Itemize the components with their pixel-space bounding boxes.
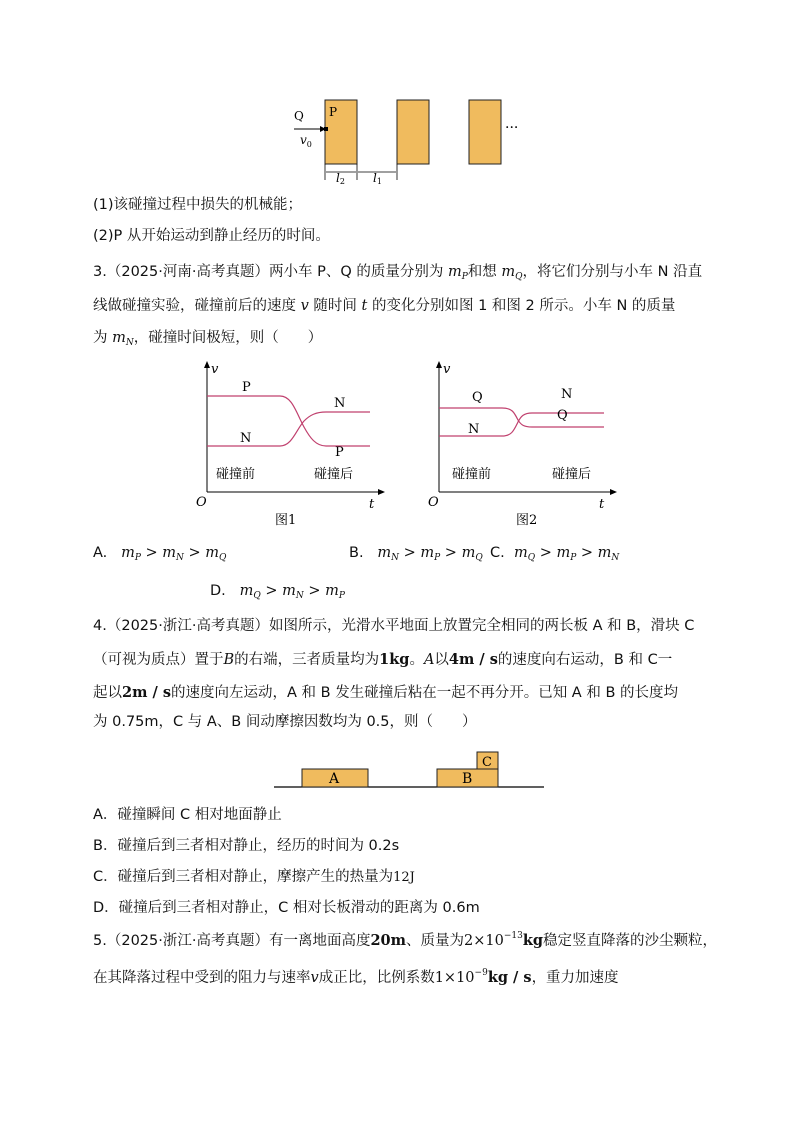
option-c-label: C.	[490, 545, 505, 561]
fig2-n-before: N	[468, 422, 480, 437]
fig1-caption: 图1	[275, 513, 297, 528]
q4-line1	[93, 616, 694, 636]
fig1-origin: O	[196, 495, 207, 510]
blocks-figure	[280, 92, 540, 184]
q3-text-2a: 线做碰撞实验，碰撞前后的速度	[93, 298, 296, 314]
label-l1: l1	[373, 171, 382, 184]
q3-text-2b: 随时间	[313, 298, 357, 314]
fig1-curve-p	[207, 396, 370, 446]
fig2-caption: 图2	[516, 513, 538, 528]
q3-option-c: C. $m_Q > m_P > m_N$	[490, 545, 620, 563]
ellipsis: ···	[505, 120, 519, 136]
board-a-label: A	[329, 771, 340, 787]
fig1-curve-n	[207, 412, 370, 446]
q3-option-b: B. $m_N > m_P > m_Q$	[349, 545, 483, 563]
q3-line2	[93, 296, 675, 316]
m-p: $m_P$	[447, 264, 468, 282]
q3-line3	[93, 328, 322, 350]
label-v0: $v_0$	[300, 133, 312, 149]
fig2-before: 碰撞前	[452, 467, 492, 482]
q5-line1: 5.（2025·浙江·高考真题）有一离地面高度20m、质量为$2\times 10^{-13}kg$稳定竖直降落的沙尘颗粒，	[93, 931, 718, 949]
q2-sub2: (2)P 从开始运动到静止经历的时间。	[93, 228, 330, 244]
q3-option-d: D. $m_Q > m_N > m_P$	[210, 583, 345, 601]
option-a-label: A.	[93, 545, 108, 561]
q4-option-a: A．碰撞瞬间 C 相对地面静止	[93, 807, 282, 823]
fig2-v-label: v	[443, 362, 451, 377]
q5-source: （2025·浙江·高考真题）	[106, 933, 269, 949]
option-b-label: B.	[349, 545, 364, 561]
q4-option-b: B．碰撞后到三者相对静止，经历的时间为 0.2s	[93, 838, 400, 854]
fig1-t-label: t	[369, 497, 375, 512]
fig2-x-arrow	[610, 489, 617, 495]
label-q: Q	[294, 109, 304, 123]
q5-line2: 在其降落过程中受到的阻力与速率v成正比，比例系数$1\times 10^{-9}kg / s$，重力加速度	[93, 968, 619, 986]
figure-1	[192, 360, 392, 530]
fig1-before: 碰撞前	[216, 467, 256, 482]
fig2-y-arrow	[436, 361, 442, 368]
block-2	[397, 100, 429, 164]
v-var: v	[300, 298, 309, 314]
q4-number: 4.	[93, 618, 107, 634]
fig2-q-after: Q	[557, 408, 568, 423]
fig1-p-after: P	[335, 445, 344, 460]
m-q: $m_Q$	[501, 264, 523, 282]
q3-text-1b: 和想	[467, 264, 497, 280]
fig2-t-label: t	[599, 497, 605, 512]
q3-option-a: A. $m_P > m_N > m_Q$	[93, 545, 227, 563]
figure-2	[424, 360, 624, 530]
m-n: $m_N$	[112, 330, 134, 348]
fig1-v-label: v	[211, 362, 219, 377]
fig2-q-before: Q	[472, 390, 483, 405]
block-c-label: C	[482, 755, 492, 770]
q4-option-d: D．碰撞后到三者相对静止，C 相对长板滑动的距离为 0.6m	[93, 900, 480, 916]
q4-text-1: 如图所示，光滑水平地面上放置完全相同的两长板 A 和 B，滑块 C	[268, 618, 695, 634]
q3-text-3a: 为	[93, 330, 108, 346]
q3-text-1c: ，将它们分别与小车 N 沿直	[522, 264, 703, 280]
particle-p	[324, 127, 328, 131]
fig2-after: 碰撞后	[552, 467, 592, 482]
q5-number: 5.	[93, 933, 107, 949]
q4-line4: 为 0.75m，C 与 A、B 间动摩擦因数均为 0.5，则（ ）	[93, 714, 477, 730]
fig1-x-arrow	[378, 489, 385, 495]
q4-line3: 起以2m / s的速度向左运动，A 和 B 发生碰撞后粘在一起不再分开。已知 A 和 B 的长度均	[93, 684, 678, 701]
q4-line2: （可视为质点）置于B的右端，三者质量均为1kg。A以4m / s的速度向右运动，B 和 C一	[93, 651, 673, 668]
board-b-label: B	[462, 771, 473, 787]
fig1-p-before: P	[242, 380, 251, 395]
q3-text-2c: 的变化分别如图 1 和图 2 所示。小车 N 的质量	[371, 298, 676, 314]
q3-text-1a: 两小车 P、Q 的质量分别为	[268, 264, 444, 280]
label-l2: l2	[336, 171, 345, 184]
q3-number: 3.	[93, 264, 107, 280]
fig1-n-before: N	[240, 431, 252, 446]
fig1-n-after: N	[334, 396, 346, 411]
q2-sub1: (1)该碰撞过程中损失的机械能；	[93, 197, 303, 213]
q4-source: （2025·浙江·高考真题）	[106, 618, 269, 634]
label-p: P	[329, 105, 338, 119]
t-var: t	[361, 298, 368, 314]
block-3	[469, 100, 501, 164]
fig2-n-after: N	[561, 387, 573, 402]
fig1-y-arrow	[204, 361, 210, 368]
option-d-label: D.	[210, 583, 226, 599]
fig1-after: 碰撞后	[314, 467, 354, 482]
q3-source: （2025·河南·高考真题）	[106, 264, 269, 280]
boards-figure	[272, 748, 547, 792]
q3-text-3b: ，碰撞时间极短，则（ ）	[133, 330, 323, 346]
q4-option-c: C．碰撞后到三者相对静止，摩擦产生的热量为12J	[93, 869, 415, 885]
fig2-origin: O	[428, 495, 439, 510]
q3-line1	[93, 262, 702, 284]
